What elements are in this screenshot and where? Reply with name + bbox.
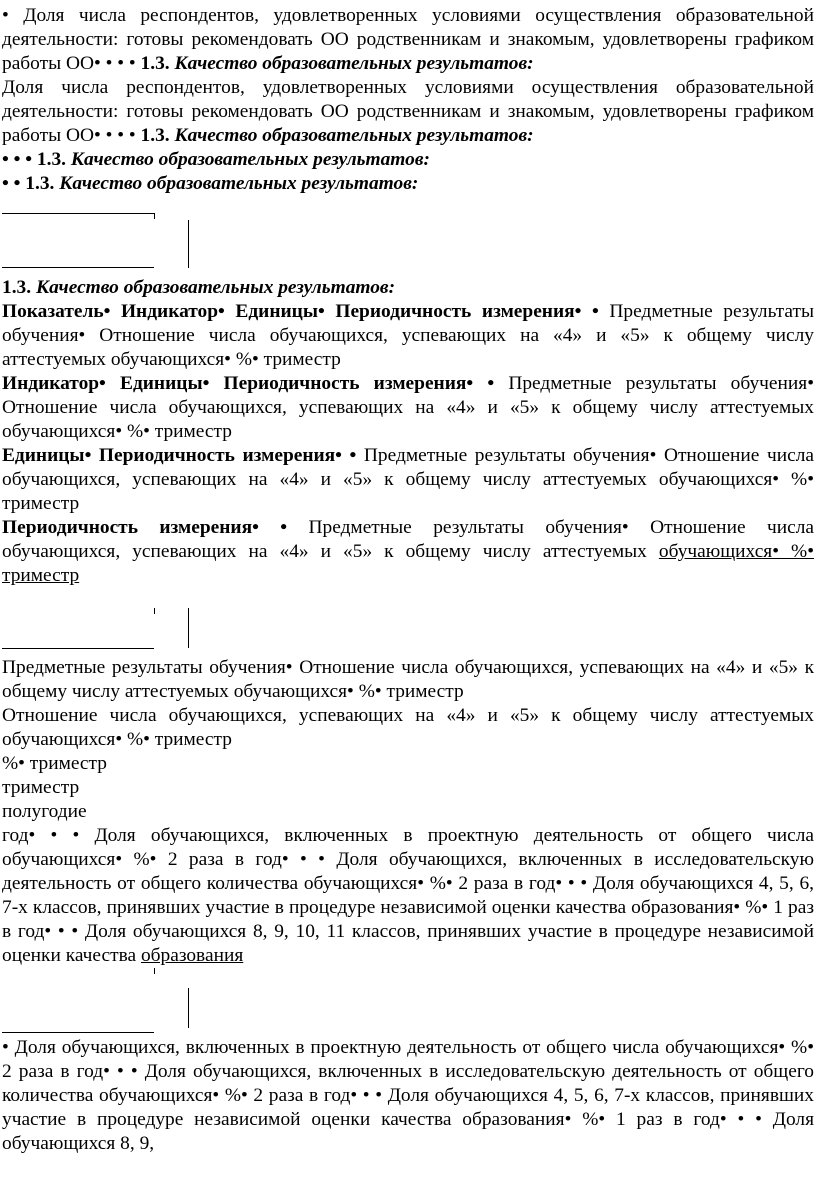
paragraph-2 [2, 76, 814, 148]
horizontal-rule [2, 1032, 154, 1033]
section-number: 1.3. [36, 149, 67, 170]
section-number: 1.3. [25, 173, 55, 194]
paragraph-1 [2, 4, 814, 76]
paragraph-6-text: Предметные результаты обучения• Отношение числа обучающихся, успевающих на «4» и «5» к общему числу аттестуемых обучающихся• %• триместр [2, 301, 815, 370]
section-heading: Качество образовательных результатов: [59, 173, 419, 194]
paragraph-9 [2, 516, 814, 588]
section-number: 1.3. [140, 125, 170, 146]
paragraph-13 [2, 776, 814, 800]
paragraph-2-text: Доля числа респондентов, удовлетворенных условиями осуществления образовательной деятельности: готовы рекомендовать ОО родственникам и знакомым, удовлетворены графиком работы ОО• • • • [2, 77, 814, 146]
section-heading: Качество образовательных результатов: [174, 125, 534, 146]
bullet-dots: • • [2, 173, 21, 194]
horizontal-rule [2, 648, 154, 649]
paragraph-1-text: • Доля числа респондентов, удовлетворенных условиями осуществления образовательной деятельности: готовы рекомендовать ОО родственникам и знакомым, удовлетворены графиком работы ОО• • • • [2, 5, 814, 74]
paragraph-13-text: триместр [2, 777, 80, 798]
vertical-rule [188, 220, 189, 268]
paragraph-9-underlined: обучающихся• %• триместр [2, 541, 814, 586]
table-header-labels: Индикатор• Единицы• Периодичность измерения• • [2, 373, 495, 394]
horizontal-rule [2, 267, 154, 268]
vertical-rule [188, 988, 189, 1028]
paragraph-5 [2, 276, 814, 300]
rule-tick [154, 213, 155, 219]
paragraph-12-text: %• триместр [2, 753, 107, 774]
bullet-dots: • • • [2, 149, 33, 170]
paragraph-8-text: Предметные результаты обучения• Отношение числа обучающихся, успевающих на «4» и «5» к общему числу аттестуемых обучающихся• %• триместр [2, 445, 814, 514]
table-border-fragment [2, 968, 814, 1034]
paragraph-7 [2, 372, 814, 444]
paragraph-10 [2, 656, 814, 704]
paragraph-16-text: • Доля обучающихся, включенных в проектную деятельность от общего числа обучающихся• %• 2 раза в год• • • Доля обучающихся, включенных в исследовательскую деятельность от общего количества обучающихся• %• 2 раза в год• • • Доля обучающихся 4, 5, 6, 7-х классов, принявших участие в процедуре независимой оценки качества образования• %• 1 раз в год• • • Доля обучающихся 8, 9, [2, 1037, 814, 1154]
section-number: 1.3. [140, 53, 170, 74]
section-number: 1.3. [2, 277, 32, 298]
paragraph-7-text: Предметные результаты обучения• Отношение числа обучающихся, успевающих на «4» и «5» к общему числу аттестуемых обучающихся• %• триместр [2, 373, 814, 442]
table-header-labels: Единицы• Периодичность измерения• • [2, 445, 357, 466]
paragraph-10-text: Предметные результаты обучения• Отношение числа обучающихся, успевающих на «4» и «5» к общему числу аттестуемых обучающихся• %• триместр [2, 657, 814, 702]
table-border-fragment [2, 588, 814, 650]
document-page [2, 4, 814, 1156]
paragraph-3 [2, 148, 814, 172]
rule-tick [154, 968, 155, 974]
paragraph-8 [2, 444, 814, 516]
paragraph-12 [2, 752, 814, 776]
paragraph-14-text: полугодие [2, 801, 87, 822]
section-heading: Качество образовательных результатов: [174, 53, 534, 74]
rule-tick [154, 608, 155, 614]
paragraph-14 [2, 800, 814, 824]
paragraph-4 [2, 172, 814, 196]
paragraph-9-text: Предметные результаты обучения• Отношение числа обучающихся, успевающих на «4» и «5» к общему числу аттестуемых [2, 517, 814, 562]
paragraph-15-underlined: образования [140, 945, 244, 966]
paragraph-15-text: год• • • Доля обучающихся, включенных в проектную деятельность от общего числа обучающихся• %• 2 раза в год• • • Доля обучающихся, включенных в исследовательскую деятельность от общего количества обучающихся• %• 2 раза в год• • • Доля обучающихся 4, 5, 6, 7-х классов, принявших участие в процедуре независимой оценки качества образования• %• 1 раз в год• • • Доля обучающихся 8, 9, 10, 11 классов, принявших участие в процедуре независимой оценки качества [2, 825, 814, 966]
table-header-labels: Периодичность измерения• • [2, 517, 288, 538]
horizontal-rule [2, 213, 154, 214]
paragraph-6 [2, 300, 814, 372]
vertical-rule [188, 608, 189, 648]
section-heading: Качество образовательных результатов: [70, 149, 430, 170]
paragraph-15 [2, 824, 814, 968]
table-header-labels: Показатель• Индикатор• Единицы• Периодичность измерения• • [2, 301, 599, 322]
paragraph-11 [2, 704, 814, 752]
table-border-fragment [2, 196, 814, 268]
section-heading: Качество образовательных результатов: [35, 277, 396, 298]
paragraph-11-text: Отношение числа обучающихся, успевающих на «4» и «5» к общему числу аттестуемых обучающихся• %• триместр [2, 705, 814, 750]
paragraph-16 [2, 1036, 814, 1156]
